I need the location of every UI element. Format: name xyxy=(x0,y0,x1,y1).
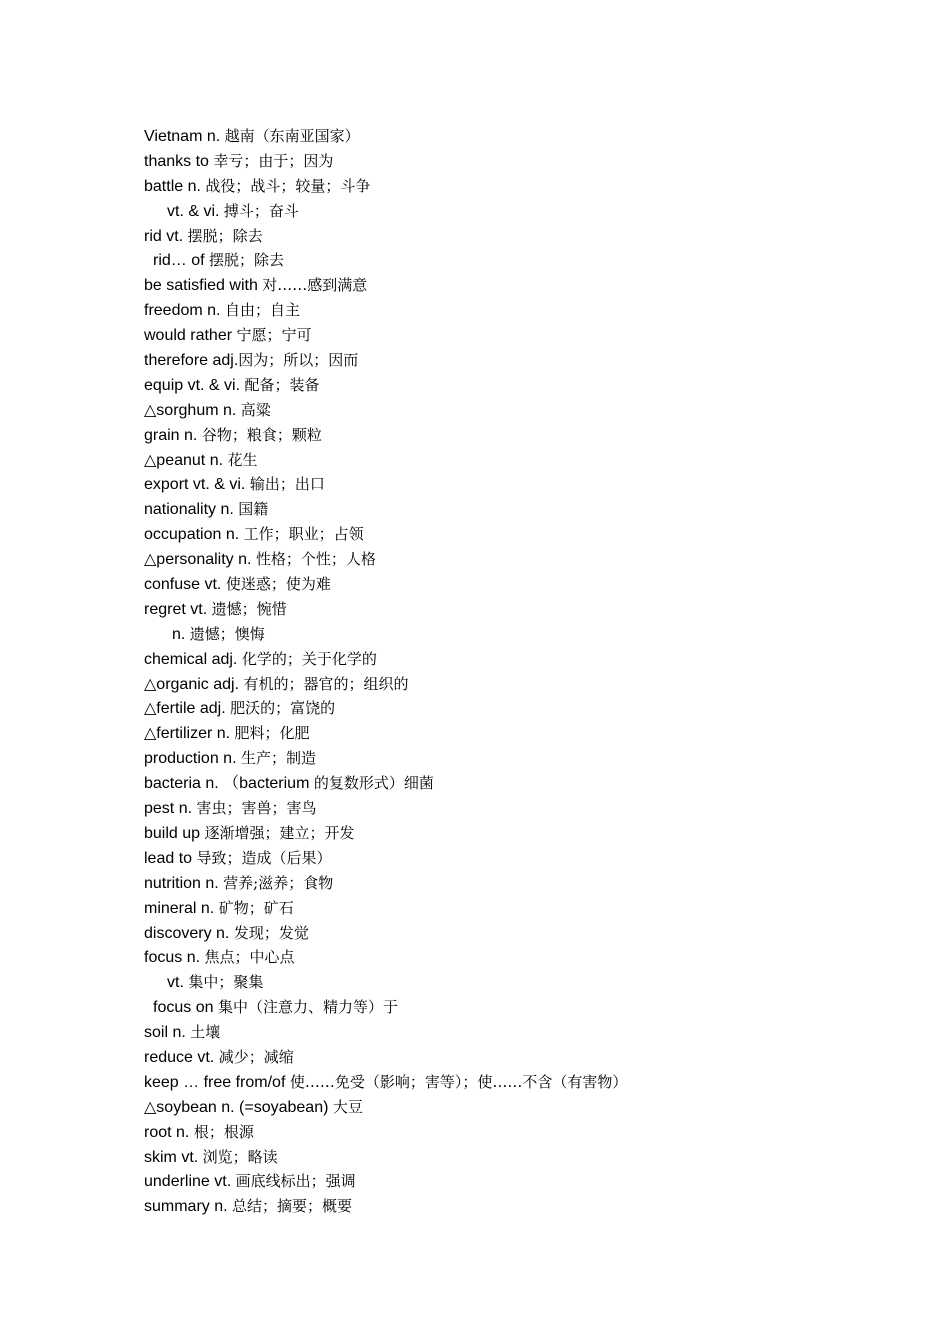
vocab-term: occupation n. xyxy=(144,526,244,544)
vocab-term: regret vt. xyxy=(144,600,212,618)
vocab-definition: 总结；摘要；概要 xyxy=(232,1197,353,1216)
vocab-entry xyxy=(144,995,924,1020)
vocab-entry xyxy=(144,547,924,572)
vocab-entry xyxy=(144,1145,924,1170)
vocab-definition: 发现；发觉 xyxy=(233,923,309,942)
vocab-definition: 配备；装备 xyxy=(244,375,320,394)
vocab-entry xyxy=(144,921,924,946)
vocab-entry xyxy=(144,1070,924,1095)
vocab-term: Vietnam n. xyxy=(144,128,225,145)
vocab-term: summary n. xyxy=(144,1198,233,1216)
vocab-term: focus n. xyxy=(144,949,205,967)
vocab-definition: 大豆 xyxy=(332,1097,363,1116)
vocab-entry xyxy=(144,423,924,448)
vocab-term: vt. xyxy=(167,974,189,992)
vocab-definition: 减少；减缩 xyxy=(218,1047,294,1066)
vocab-definition: 逐渐增强；建立；开发 xyxy=(204,823,355,842)
vocab-entry xyxy=(144,248,924,273)
vocab-entry xyxy=(144,622,924,647)
vocab-term: build up xyxy=(144,824,205,842)
vocab-entry xyxy=(144,970,924,995)
vocab-definition: 搏斗；奋斗 xyxy=(223,201,299,220)
vocab-entry xyxy=(144,796,924,821)
vocab-definition: 肥料；化肥 xyxy=(234,724,310,743)
vocab-term: equip vt. & vi. xyxy=(144,376,245,394)
vocab-term: be satisfied with xyxy=(144,277,263,295)
vocab-definition: 集中；聚集 xyxy=(188,973,264,992)
vocab-term: rid vt. xyxy=(144,227,188,245)
vocab-entry xyxy=(144,1095,924,1120)
vocab-definition: 高粱 xyxy=(240,400,271,419)
vocabulary-list xyxy=(144,124,924,1219)
vocab-term: therefore adj. xyxy=(144,352,239,370)
vocab-term: n. xyxy=(172,625,190,643)
vocab-term: △soybean n. (=soyabean) xyxy=(144,1098,333,1116)
vocab-definition: 谷物；粮食；颗粒 xyxy=(201,425,322,444)
vocab-term: vt. & vi. xyxy=(167,202,224,220)
vocab-definition: 花生 xyxy=(227,450,258,469)
vocab-entry xyxy=(144,896,924,921)
vocab-term: freedom n. xyxy=(144,302,225,320)
vocab-entry xyxy=(144,273,924,298)
vocab-entry xyxy=(144,696,924,721)
vocab-entry xyxy=(144,1169,924,1194)
vocab-entry xyxy=(144,647,924,672)
vocab-definition: 根；根源 xyxy=(193,1122,254,1141)
vocab-term: bacteria n. （bacterium xyxy=(144,775,314,793)
vocab-term: confuse vt. xyxy=(144,576,226,594)
vocab-term: battle n. xyxy=(144,177,206,195)
vocab-entry xyxy=(144,298,924,323)
vocab-entry xyxy=(144,1194,924,1219)
vocab-definition: 输出；出口 xyxy=(249,475,325,494)
vocab-entry xyxy=(144,199,924,224)
vocab-entry xyxy=(144,597,924,622)
vocab-definition: 摆脱；除去 xyxy=(209,251,285,270)
vocab-term: nationality n. xyxy=(144,501,239,519)
vocab-term: △personality n. xyxy=(144,551,256,569)
vocab-definition: 使迷惑；使为难 xyxy=(225,575,331,594)
vocab-entry xyxy=(144,174,924,199)
vocab-entry xyxy=(144,398,924,423)
vocab-term: mineral n. xyxy=(144,899,219,917)
vocab-definition: 幸亏；由于；因为 xyxy=(213,151,334,170)
vocab-entry xyxy=(144,124,924,149)
vocab-term: focus on xyxy=(153,999,218,1017)
vocab-definition: 性格；个性；人格 xyxy=(255,550,376,569)
vocab-entry xyxy=(144,1020,924,1045)
vocab-entry xyxy=(144,721,924,746)
vocab-entry xyxy=(144,522,924,547)
vocab-entry xyxy=(144,1045,924,1070)
vocab-definition: 战役；战斗；较量；斗争 xyxy=(205,176,371,195)
vocab-term: discovery n. xyxy=(144,924,234,942)
vocab-entry xyxy=(144,746,924,771)
vocab-term: △organic adj. xyxy=(144,675,244,693)
vocab-term: thanks to xyxy=(144,152,214,170)
vocab-term: lead to xyxy=(144,849,197,867)
vocab-definition: 工作；职业；占领 xyxy=(243,525,364,544)
vocab-definition: 焦点；中心点 xyxy=(204,948,295,967)
vocab-term: △peanut n. xyxy=(144,451,228,469)
vocab-definition: 因为；所以；因而 xyxy=(238,351,359,370)
vocab-entry xyxy=(144,448,924,473)
vocab-term: pest n. xyxy=(144,800,197,818)
vocab-entry xyxy=(144,497,924,522)
vocab-definition: 使……免受（影响；害等）；使……不含（有害物） xyxy=(289,1072,628,1091)
vocab-term: chemical adj. xyxy=(144,650,242,668)
vocab-term: reduce vt. xyxy=(144,1048,219,1066)
vocab-entry xyxy=(144,572,924,597)
vocab-term: △fertile adj. xyxy=(144,700,231,718)
vocab-definition: 土壤 xyxy=(190,1023,221,1042)
vocab-definition: 遗憾；惋惜 xyxy=(211,599,287,618)
vocab-definition: 自由；自主 xyxy=(224,301,300,320)
vocab-term: would rather xyxy=(144,327,237,345)
vocab-entry xyxy=(144,373,924,398)
vocab-definition: 国籍 xyxy=(238,500,269,519)
vocab-term: skim vt. xyxy=(144,1148,203,1166)
vocab-definition: 肥沃的；富饶的 xyxy=(230,699,336,718)
vocab-term: keep … free from/of xyxy=(144,1073,290,1091)
vocab-entry xyxy=(144,846,924,871)
vocab-definition: 化学的；关于化学的 xyxy=(241,649,377,668)
vocab-definition: 越南（东南亚国家） xyxy=(224,127,360,145)
vocab-definition: 有机的；器官的；组织的 xyxy=(243,674,409,693)
vocab-term: production n. xyxy=(144,750,241,768)
vocab-definition: 的复数形式）细菌 xyxy=(313,774,434,793)
vocab-entry xyxy=(144,472,924,497)
vocab-entry xyxy=(144,945,924,970)
vocab-term: △fertilizer n. xyxy=(144,725,235,743)
vocab-term: soil n. xyxy=(144,1024,191,1042)
vocab-definition: 害虫；害兽；害鸟 xyxy=(196,799,317,818)
vocab-definition: 对……感到满意 xyxy=(262,276,368,295)
vocab-definition: 浏览；略读 xyxy=(202,1147,278,1166)
vocab-entry xyxy=(144,821,924,846)
vocab-definition: 矿物；矿石 xyxy=(218,898,294,917)
vocab-entry xyxy=(144,149,924,174)
vocab-term: root n. xyxy=(144,1123,194,1141)
vocab-entry xyxy=(144,323,924,348)
vocab-definition: 集中（注意力、精力等）于 xyxy=(217,998,398,1017)
vocab-definition: 画底线标出；强调 xyxy=(235,1172,356,1191)
vocab-term: rid… of xyxy=(153,252,210,270)
vocab-entry xyxy=(144,771,924,796)
vocab-entry xyxy=(144,871,924,896)
vocab-definition: 生产；制造 xyxy=(240,749,316,768)
vocab-definition: 摆脱；除去 xyxy=(187,226,263,245)
vocab-definition: 遗憾；懊悔 xyxy=(189,624,265,643)
vocab-definition: 导致；造成（后果） xyxy=(196,848,332,867)
vocab-term: underline vt. xyxy=(144,1173,236,1191)
vocab-definition: 宁愿；宁可 xyxy=(236,326,312,345)
vocab-entry xyxy=(144,224,924,249)
vocab-term: grain n. xyxy=(144,426,202,444)
vocab-term: △sorghum n. xyxy=(144,401,241,419)
vocab-term: export vt. & vi. xyxy=(144,476,250,494)
vocab-entry xyxy=(144,1120,924,1145)
vocab-entry xyxy=(144,672,924,697)
vocab-definition: 营养;滋养；食物 xyxy=(223,873,334,892)
vocab-entry xyxy=(144,348,924,373)
vocab-term: nutrition n. xyxy=(144,874,224,892)
